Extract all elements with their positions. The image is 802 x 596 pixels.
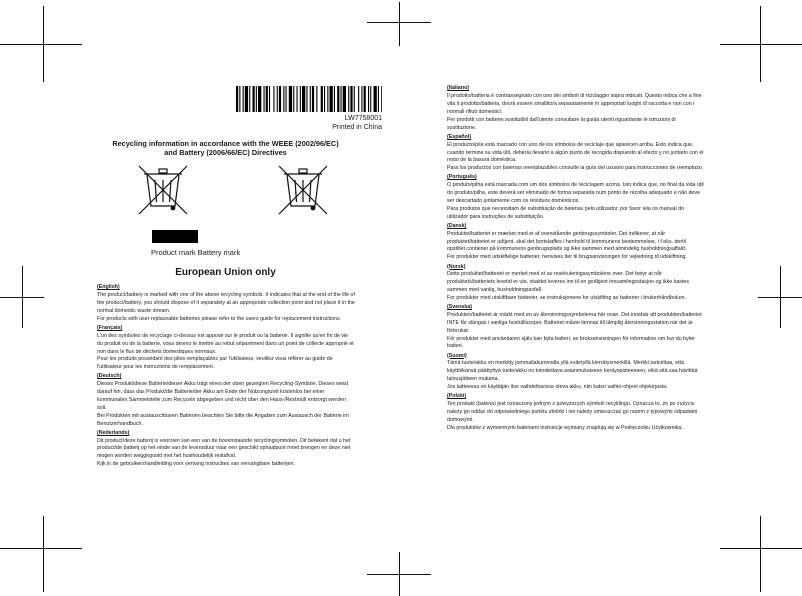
section-italiano [447,85,705,132]
section-text: Dieses Produkt/diese Batterie/dieser Akku trägt eines der oben gezeigten Recycling-Symbole. Dieses weist darauf hin, dass das Produkt/die Batterie/der Akku am Ende der Nutzungszeit kostenlos bei einer kommunalen Sammelstelle zum Recyceln abgegeben und nicht über den Haus-/Restmüll entsorgt werden soll. [97,381,349,411]
crossed-wheelie-bin-battery-icon [275,162,331,216]
section-text: Il prodotto/batteria è contrassegnato con uno dei simboli di riciclaggio sopra indicati. Questo indica che a fine vita il prodotto/batteria, dovrà essere smaltito/a separatamente in appropriati luoghi di raccolta e non con i normali rifiuti domestici. [447,93,702,115]
section-polski [447,393,705,432]
language-heading: (Polski) [447,393,467,400]
section-text: L'un des symboles de recyclage ci-dessus est apposé sur le produit ou la batterie. Il signifie qu'en fin de vie du produit ou de la batterie, vous devrez le mettre au rebut séparément dans un point de collecte approprié et non dans le flux de déchets domestiques normaux. [97,332,354,355]
section-nederlands [97,430,355,469]
printed-in-label: Printed in China [332,124,382,131]
section-text: For products with user replaceable batteries please refer to the users guide for replacement instructions. [97,315,342,322]
section-svenska [447,304,705,351]
language-heading: (Nederlands) [97,429,130,436]
section-francais [97,325,355,372]
left-language-column [97,283,355,469]
language-heading: (Português) [447,174,477,181]
section-text: Dit product/deze batterij is voorzien van een van de bovenstaande recyclingsymbolen. Dit betekent dat u het product/de batterij op het einde van de levensduur naar een geschikt ophaalpunt moet brengen en deze niet mogen worden weggegooid met het huishoudelijk restafval. [97,437,351,460]
section-espanol [447,134,705,173]
section-text: Para produtos que necessitam de substituição de baterias pelo utilizador, por favor leia os manual do utilizador para instruções de substituição. [447,205,685,220]
section-suomi [447,353,705,392]
language-heading: (Deutsch) [97,373,122,380]
language-heading: (Svenska) [447,304,473,311]
section-text: Produkten/batteriet är märkt med en av återvinningssymbolerna här ovan. Det innebär att produkten/batteriet INTE får slängas i vanliga hushållssopor. Batteriet måste lämnas till lämplig återvinningsstation när det är förbrukat. [447,311,702,334]
recycling-title [97,140,354,157]
section-text: Dla produktów z wymiennymi bateriami instrukcje wymiany znajdują się w Podręczniku Użytkownika. [447,424,683,431]
product-code: LW7758001 [344,115,382,122]
section-text: For produkter med udskiftelige batterier, henvises der til brugsanvisningen for vejledning til udskiftning. [447,254,687,261]
section-text: Dette produktet/batteriet er merket med et av resirkuleringssymbolene over. Det betyr at når produktets/batteriets levetid er ute, skaldet leveres inn til en godkjent innsamlingsstasjon og ikke kastes sammen med vanlig, husholdningsavfall. [447,271,690,294]
section-text: Kijk in de gebruikershandleiding voor vervang instructies van vervangbare batterijen. [97,461,295,468]
section-text: Para los productos con baterías reemplazables consulte la guía del usuario para instrucciones de reemplazo. [447,165,704,172]
section-text: Ten produkt (bateria) jest oznaczony jednym z powyższych symboli recyklingu. Oznacza to, że po zużyciu należy go oddać do odpowiedniego punktu zbiórki i nie należy umieszczać go razem z typowymi odpadami domowymi. [447,401,698,423]
section-text: Produktet/batteriet er mærket med et af ovenstående genbrugssymboler. Det indikerer, at når produktet/batteriet er udtjent, skal det bortskaffes i henhold til kommunens bestemmelser, i f.eks. dertil opstillet container på kommunens genbrugsplads og ikke sammen med almindelig husholdningsaffald. [447,230,687,253]
section-portugues [447,174,705,221]
section-deutsch [97,373,355,428]
section-text: Jos laitteessa on käyttäjän itse vaihdettavissa oleva akku, niin katso vaihto-ohjeet ohjekirjasta. [447,383,668,390]
section-english [97,284,355,323]
section-text: Tämä tuote/akku on merkitty jommallakummalla yllä esitetyllä kierrätysmerkillä. Merkki tarkoittaa, että käyttöikänsä päättyttyä tuote/akku on toimitettava asianmukaiseen keräyspisteeseen, eikä sitä saa hävittää talousjätteen mukana. [447,360,698,383]
section-dansk [447,223,705,262]
language-heading: (English) [97,284,120,291]
section-text: För produkter med användaren själv kan byta batteri, se bruksanvisningen för information om hur du byter batteri. [447,335,695,350]
language-heading: (Norsk) [447,263,466,270]
language-heading: (Italiano) [447,85,470,92]
section-text: For produkter med utskiftbare batterier, se instruksjonene for utskifting av batterier i brukerhåndboken. [447,294,687,301]
language-heading: (Dansk) [447,222,467,229]
section-text: Per prodotti con batterie sostituibili dall'utente consultare la guida utenti riguardante le istruzioni di sostituzione. [447,116,676,131]
right-language-column [447,84,705,432]
section-text: El producto/pila está marcado con uno de los símbolos de reciclaje que aparecen arriba. Esto indica que, cuando termine su vida útil, debería llevarlo a algún punto de recogida dispuesto al efecto y no juntarlo con el resto de la basura doméstica. [447,141,704,164]
section-text: Pour les produits possédant des piles remplaçables par l'utilisateur, veuillez vous référer au guide de l'utilisateur pour les instructions de remplacement. [97,356,333,371]
section-text: The product/battery is marked with one of the above recycling symbols. It indicates that at the end of the life of the product/battery, you should dispose of it separately at an appropriate collection point and not place it in the normal domestic waste stream. [97,292,355,314]
crossed-wheelie-bin-icon [135,162,191,216]
eu-only-heading: European Union only [175,267,276,278]
section-norsk [447,264,705,303]
section-text: O produto/pilha está marcada com um dos símbolos de reciclagem acima. Isto indica que, no final da vida útil do produto/pilha, este deverá ser eliminado de forma separada num ponto de recolha adequado e não deve ser descartado juntamente com os resíduos domésticos. [447,182,704,204]
recycling-title-line2: and Battery (2006/66/EC) Directives [164,147,287,157]
language-heading: (Español) [447,133,472,140]
recycling-title-line1: Recycling information in accordance with the WEEE (2002/96/EC) [112,139,339,148]
marks-caption: Product mark Battery mark [151,248,241,257]
language-heading: (Français) [97,325,123,331]
barcode [236,86,382,112]
language-heading: (Suomi) [447,352,467,359]
section-text: Bei Produkten mit austauschbaren Batterien beachten Sie bitte die Angaben zum Austausch der Batterie im Benutzerhandbuch. [97,412,349,427]
product-mark-bar [152,230,198,243]
